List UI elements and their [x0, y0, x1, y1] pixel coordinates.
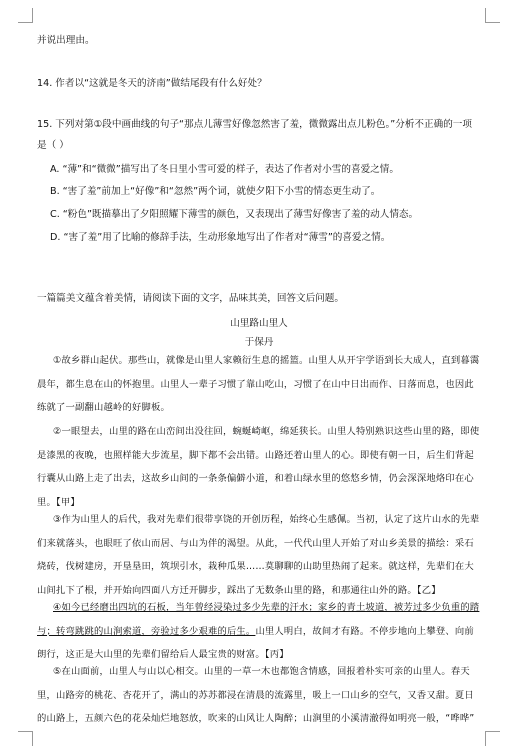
crop-mark-top-right [485, 8, 500, 23]
paragraph-2-text: ②一眼望去，山里的路在山峦间出没往回，蜿蜒崎岖，绵延狭长。山里人特别熟识这些山里的路，即使是漆黑的夜晚，也照样能大步流星，脚下都不会出错。山路还着山里人的心。即使有朝一日，后生们背起行囊从山路上走了出去，这故乡山间的一条条偏僻小道，和着山绿水里的悠悠乡情，仍会深深地烙印在心里。【甲】 [37, 426, 480, 508]
option-b: B. “害了羞”前加上“好像”和“忽然”两个词，就使夕阳下小雪的情态更生动了。 [50, 186, 381, 197]
passage-intro: 一篇篇美文蕴含着美情，请阅读下面的文字，品味其美，回答文后问题。 [37, 293, 344, 304]
paragraph-5 [37, 660, 481, 731]
option-d: D. “害了羞”用了比喻的修辞手法，生动形象地写出了作者对“薄雪”的喜爱之情。 [50, 232, 391, 243]
option-c: C. “粉色”既描摹出了夕阳照耀下薄雪的颜色，又表现出了薄雪好像害了羞的动人情态。 [50, 209, 419, 220]
passage-author: 于保丹 [244, 337, 274, 348]
paragraph-4 [37, 596, 481, 667]
paragraph-2 [37, 420, 481, 514]
paragraph-4-underlined-text: ④如今已经磨出四坑的石板，当年曾经浸染过多少先辈的汗水；家乡的青土坡道，被芳过多少负重的踏与；转弯跳跳的山涧索道，旁验过多少艰难的后生。 [37, 602, 480, 637]
paragraph-1-text: ①故乡群山起伏。那些山，就像是山里人家赖衍生息的摇篮。山里人从开宇学语到长大成人，直到暮霭晨年，都生息在山的怀抱里。山里人一辈子习惯了靠山吃山，习惯了在山中日出而作、日落而息，也因此练就了一副翻山越岭的好脚板。 [37, 355, 480, 413]
paragraph-5-text: ⑤在山面前，山里人与山以心相交。山里的一草一木也都饱含情感，回报着朴实可亲的山里人。春天里，山路旁的桃花、杏花开了，满山的苏苏都浸在清晨的流露里，吸上一口山乡的空气，又香又甜。夏日的山路上，五颜六色的花朵灿烂地怒放，吹来的山风让人陶醉；山涧里的小溪清澈得如明亮一般，“哗哗” [37, 666, 475, 724]
paragraph-1 [37, 349, 481, 420]
crop-mark-bottom-right [485, 731, 500, 746]
paragraph-3-text: ③作为山里人的后代，我对先辈们很带享饶的开创历程，始终心生感佩。当初，认定了这片山水的先辈们来就落头，也眼旺了依山而居、与山为伴的渴望。从此，一代代山里人开始了对山乡美景的描绘：采石烧砖，伐树建房，开垦垦田，筑坝引水，栽种瓜果……莫聊聊的山助里热闹了起来。就这样，先辈们在大山间扎下了根，并开始向四面八方迁开脚步，踩出了无数条山里的路，和那通往山外的路。【乙】 [37, 514, 480, 596]
top-line: 并说出理由。 [37, 35, 95, 46]
paragraph-3 [37, 508, 481, 602]
option-a: A. “薄”和“微微”描写出了冬日里小雪可爱的样子，表达了作者对小雪的喜爱之情。 [50, 164, 399, 175]
paragraph-4-text: 山里人明白，故间才有路。不停步地向上攀登、向前朗行，这正是大山里的先辈们留给后人最宝贵的财富。【丙】 [37, 625, 474, 660]
crop-mark-bottom-left [18, 731, 33, 746]
question-15-stem: 15. 下列对第①段中画曲线的句子“那点儿薄雪好像忽然害了羞，微微露出点儿粉色。”分析不正确的一项 [37, 119, 472, 130]
passage-title: 山里路山里人 [230, 318, 288, 329]
question-14: 14. 作者以“这就是冬天的济南”做结尾段有什么好处？ [37, 78, 267, 89]
crop-mark-top-left [18, 8, 33, 23]
question-15-stem-cont: 是（ ） [37, 140, 69, 151]
